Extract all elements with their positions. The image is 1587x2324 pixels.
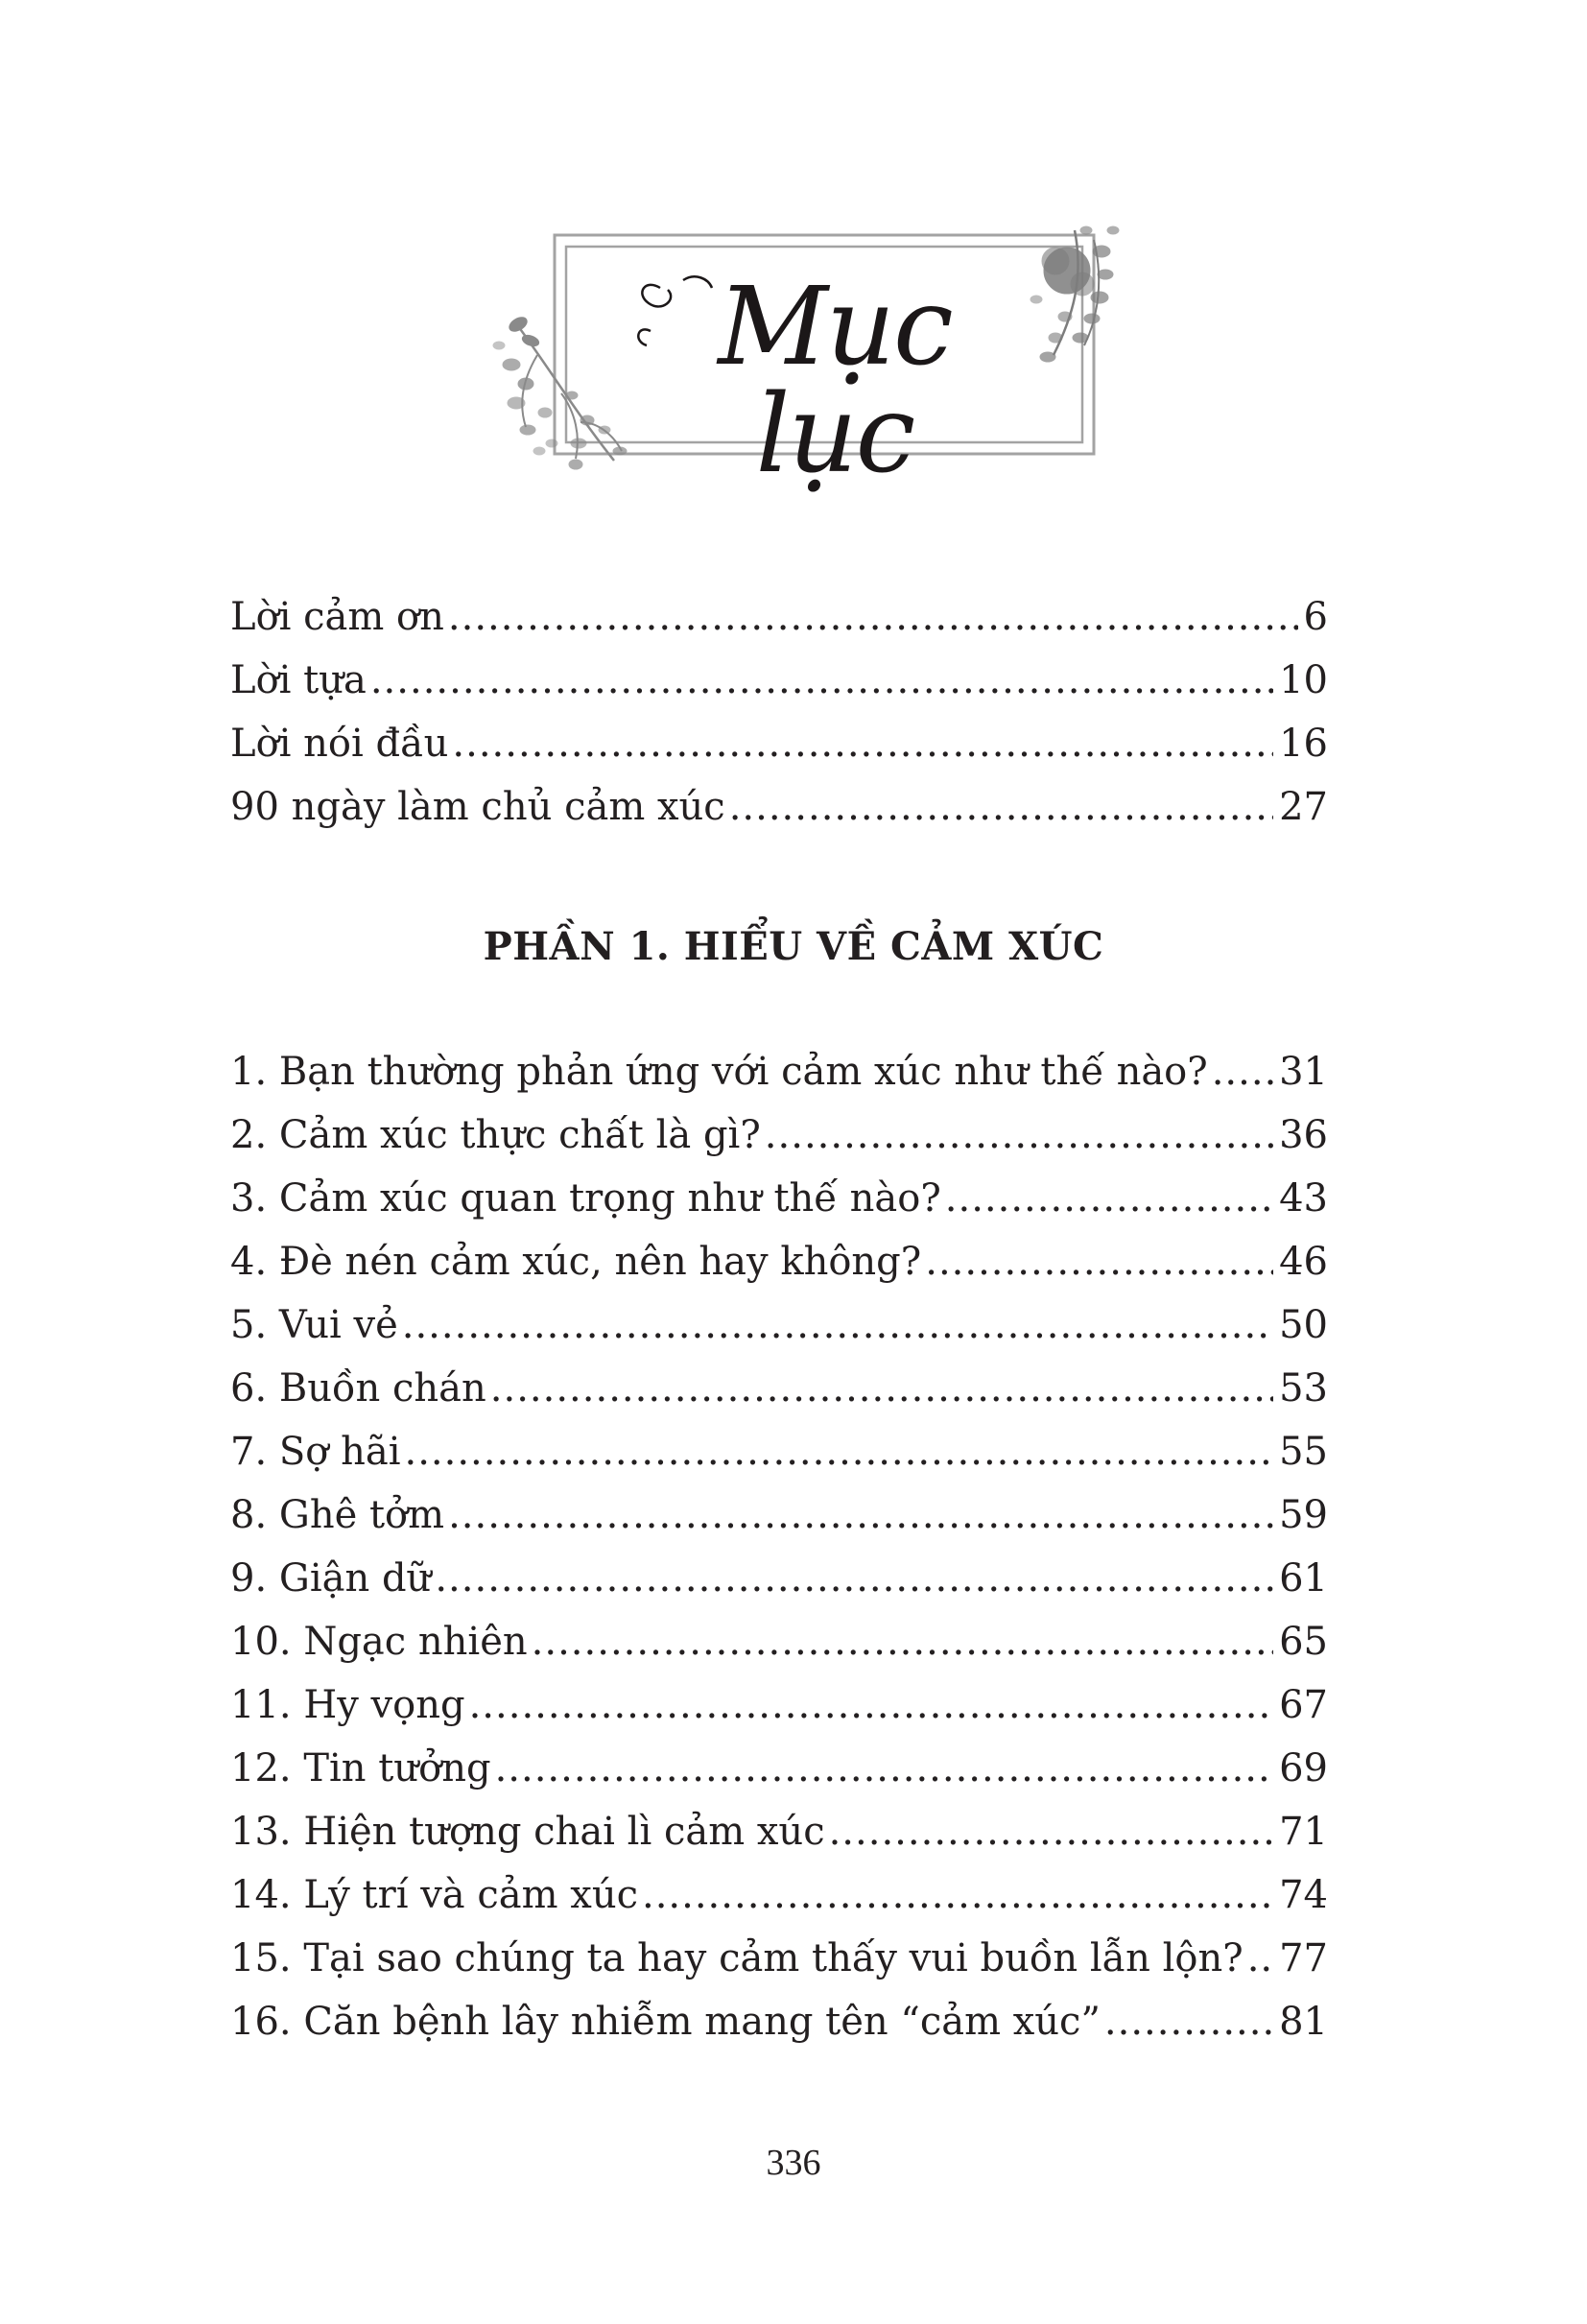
dot-leader bbox=[1212, 1046, 1273, 1098]
dot-leader bbox=[829, 1806, 1274, 1858]
toc-entry[interactable] bbox=[230, 1743, 1328, 1794]
dot-leader bbox=[945, 1173, 1273, 1224]
toc-entry-label: Lời tựa bbox=[230, 658, 367, 702]
dot-leader bbox=[642, 1869, 1273, 1921]
toc-entry-page: 67 bbox=[1279, 1683, 1328, 1727]
dot-leader bbox=[1104, 1996, 1273, 2048]
dot-leader bbox=[402, 1299, 1273, 1351]
toc-entry-label: 12. Tin tưởng bbox=[230, 1746, 491, 1790]
toc-entry-label: 5. Vui vẻ bbox=[230, 1303, 398, 1347]
page-number: 336 bbox=[766, 2143, 821, 2183]
dot-leader bbox=[495, 1743, 1274, 1794]
toc-entry-page: 65 bbox=[1279, 1620, 1328, 1664]
toc-entry-page: 46 bbox=[1279, 1240, 1328, 1284]
dot-leader bbox=[452, 718, 1273, 770]
toc-entry-page: 6 bbox=[1303, 595, 1328, 639]
toc-entry[interactable] bbox=[230, 1616, 1328, 1668]
dot-leader bbox=[469, 1679, 1274, 1731]
toc-entry[interactable] bbox=[230, 1173, 1328, 1224]
dot-leader bbox=[925, 1236, 1273, 1288]
toc-entry-page: 71 bbox=[1279, 1810, 1328, 1854]
toc-entry-label: 3. Cảm xúc quan trọng như thế nào? bbox=[230, 1176, 941, 1221]
toc-entry-label: 11. Hy vọng bbox=[230, 1683, 465, 1727]
dot-leader bbox=[490, 1363, 1273, 1414]
dot-leader bbox=[1247, 1933, 1273, 1984]
toc-entry-label: 1. Bạn thường phản ứng với cảm xúc như thế nào? bbox=[230, 1050, 1208, 1094]
toc-entry-page: 43 bbox=[1279, 1176, 1328, 1221]
toc-entry[interactable] bbox=[230, 1299, 1328, 1351]
toc-entry-label: 16. Căn bệnh lây nhiễm mang tên “cảm xúc” bbox=[230, 2000, 1101, 2044]
toc-entry-label: 15. Tại sao chúng ta hay cảm thấy vui buồn lẫn lộn? bbox=[230, 1936, 1244, 1980]
toc-entry-label: 2. Cảm xúc thực chất là gì? bbox=[230, 1113, 761, 1157]
page-title: Mục lục bbox=[718, 265, 952, 497]
toc-entry-page: 27 bbox=[1279, 785, 1328, 829]
toc-entry-page: 61 bbox=[1279, 1556, 1328, 1601]
toc-entry-page: 50 bbox=[1279, 1303, 1328, 1347]
toc-entry-label: 9. Giận dữ bbox=[230, 1556, 432, 1601]
toc-entry-page: 69 bbox=[1279, 1746, 1328, 1790]
toc-entry[interactable] bbox=[230, 1236, 1328, 1288]
toc-entry-page: 36 bbox=[1279, 1113, 1328, 1157]
toc-entry-label: Lời nói đầu bbox=[230, 722, 449, 766]
toc-entry[interactable] bbox=[230, 1869, 1328, 1921]
toc-entry-page: 16 bbox=[1279, 722, 1328, 766]
toc-entry-page: 74 bbox=[1279, 1873, 1328, 1917]
toc-entry-label: 90 ngày làm chủ cảm xúc bbox=[230, 785, 725, 829]
toc-entry[interactable] bbox=[230, 1363, 1328, 1414]
dot-leader bbox=[532, 1616, 1273, 1668]
toc-entry-label: 14. Lý trí và cảm xúc bbox=[230, 1873, 638, 1917]
toc-entry-page: 10 bbox=[1279, 658, 1328, 702]
dot-leader bbox=[448, 591, 1298, 643]
toc-entry-page: 77 bbox=[1279, 1936, 1328, 1980]
left-foliage-icon bbox=[493, 315, 627, 469]
toc-entry-label: 8. Ghê tởm bbox=[230, 1493, 445, 1537]
toc-entry-label: 7. Sợ hãi bbox=[230, 1430, 401, 1474]
toc-entry-page: 55 bbox=[1279, 1430, 1328, 1474]
toc-entry-label: 10. Ngạc nhiên bbox=[230, 1620, 528, 1664]
toc-entry-page: 59 bbox=[1279, 1493, 1328, 1537]
toc-entry[interactable] bbox=[230, 1109, 1328, 1161]
toc-entry[interactable] bbox=[230, 1996, 1328, 2048]
toc-entry-label: 13. Hiện tượng chai lì cảm xúc bbox=[230, 1810, 825, 1854]
dot-leader bbox=[765, 1109, 1273, 1161]
toc-entry[interactable] bbox=[230, 781, 1328, 833]
title-cartouche bbox=[0, 0, 1587, 537]
toc-entry-page: 53 bbox=[1279, 1366, 1328, 1411]
dot-leader bbox=[404, 1426, 1273, 1478]
toc-entry-label: 6. Buồn chán bbox=[230, 1366, 486, 1411]
toc-entry-label: Lời cảm ơn bbox=[230, 595, 444, 639]
toc-entry-page: 81 bbox=[1279, 2000, 1328, 2044]
dot-leader bbox=[729, 781, 1273, 833]
section-heading: PHẦN 1. HIỂU VỀ CẢM XÚC bbox=[483, 924, 1104, 969]
toc-entry[interactable] bbox=[230, 591, 1328, 643]
dot-leader bbox=[435, 1553, 1273, 1604]
toc-entry[interactable] bbox=[230, 1679, 1328, 1731]
dot-leader bbox=[370, 654, 1273, 706]
toc-entry[interactable] bbox=[230, 1046, 1328, 1098]
toc-entry[interactable] bbox=[230, 718, 1328, 770]
toc-entry-label: 4. Đè nén cảm xúc, nên hay không? bbox=[230, 1240, 922, 1284]
toc-entry-page: 31 bbox=[1279, 1050, 1328, 1094]
toc-entry[interactable] bbox=[230, 1806, 1328, 1858]
toc-entry[interactable] bbox=[230, 1933, 1328, 1984]
toc-entry[interactable] bbox=[230, 1489, 1328, 1541]
dot-leader bbox=[448, 1489, 1273, 1541]
toc-entry[interactable] bbox=[230, 654, 1328, 706]
toc-entry[interactable] bbox=[230, 1426, 1328, 1478]
toc-entry[interactable] bbox=[230, 1553, 1328, 1604]
